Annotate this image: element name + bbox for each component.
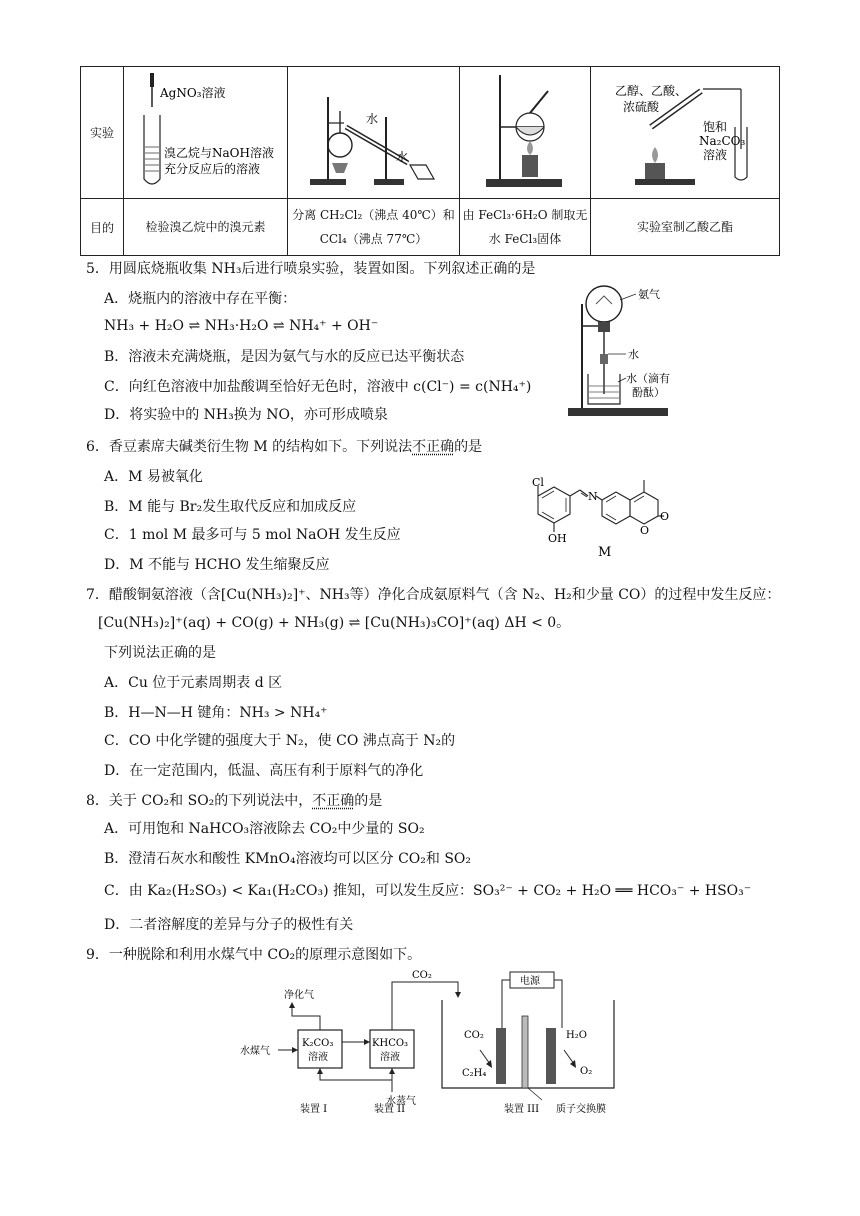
q8-stem (86, 790, 382, 810)
purpose-1: 检验溴乙烷中的溴元素 (124, 199, 288, 256)
chlorine-label: Cl (532, 476, 544, 489)
membrane-label: 质子交换膜 (556, 1104, 606, 1115)
q7-sub-stem: 下列说法正确的是 (104, 645, 216, 661)
q5-option-b: B．溶液未充满烧瓶，是因为氨气与水的反应已达平衡状态 (104, 349, 465, 365)
box1-solution-label: 溶液 (308, 1052, 328, 1063)
row-label-experiment: 实验 (81, 67, 124, 199)
q5-equilibrium: NH₃ + H₂O ⇌ NH₃·H₂O ⇌ NH₄⁺ + OH⁻ (104, 318, 379, 334)
h2o-label: H₂O (566, 1030, 587, 1041)
q8-option-d: D．二者溶解度的差异与分子的极性有关 (104, 917, 354, 933)
water-in-label: 水 (366, 112, 379, 126)
water-out-label: 水 (396, 150, 409, 164)
acid-label: 浓硫酸 (623, 100, 660, 114)
q6-option-c: C．1 mol M 最多可与 5 mol NaOH 发生反应 (104, 527, 401, 543)
q7-stem: 7．醋酸铜氨溶液（含[Cu(NH₃)₂]⁺、NH₃等）净化合成氨原料气（含 N₂、H₂和少量 CO）的过程中发生反应： (86, 587, 781, 603)
ring-oxygen-label: O (640, 524, 650, 537)
hydroxyl-label: OH (548, 532, 567, 545)
apparatus-cell-2 (288, 67, 460, 199)
q8-option-b: B．澄清石灰水和酸性 KMnO₄溶液均可以区分 CO₂和 SO₂ (104, 851, 472, 867)
dropper-test-tube-figure (124, 67, 287, 195)
q7-option-d: D．在一定范围内，低温、高压有利于原料气的净化 (104, 763, 424, 779)
molecule-m-structure (516, 476, 670, 560)
q6-stem-pre: 6．香豆素席夫碱类衍生物 M 的结构如下。下列说法 (86, 439, 413, 455)
q7-option-c: C．CO 中化学键的强度大于 N₂，使 CO 沸点高于 N₂的 (104, 733, 456, 749)
row-label-purpose: 目的 (81, 199, 124, 256)
box2-solution-label: 溶液 (380, 1052, 400, 1063)
o2-label: O₂ (580, 1066, 593, 1077)
water-label: 水 (628, 348, 639, 361)
q5-option-d: D．将实验中的 NH₃换为 NO，亦可形成喷泉 (104, 407, 388, 423)
saturated-label: 饱和 (703, 120, 728, 134)
c2h4-label: C₂H₄ (462, 1068, 487, 1079)
q8-option-a: A．可用饱和 NaHCO₃溶液除去 CO₂中少量的 SO₂ (104, 821, 425, 837)
apparatus-cell-4 (591, 67, 780, 199)
solution-note-1: 溴乙烷与NaOH溶液 (164, 146, 274, 160)
apparatus-cell-3 (460, 67, 591, 199)
solution-label: 溶液 (703, 148, 728, 162)
q5-option-a: A．烧瓶内的溶液中存在平衡： (104, 291, 297, 307)
clean-gas-label: 净化气 (284, 990, 314, 1001)
steam-label: 水蒸气 (386, 1096, 416, 1107)
co2-flow-label: CO₂ (412, 970, 432, 981)
solution-note-2: 充分反应后的溶液 (164, 162, 261, 176)
co2-removal-diagram (236, 968, 626, 1118)
q7-equation: [Cu(NH₃)₂]⁺(aq) + CO(g) + NH₃(g) ⇌ [Cu(NH₃)₃CO]⁺(aq) ΔH < 0。 (98, 615, 571, 631)
fountain-apparatus-figure (560, 274, 690, 422)
q6-stem-emphasis: 不正确 (412, 439, 455, 455)
q7-option-b: B．H—N—H 键角：NH₃ > NH₄⁺ (104, 705, 328, 721)
q9-stem: 9．一种脱除和利用水煤气中 CO₂的原理示意图如下。 (86, 947, 422, 963)
q6-option-b: B．M 能与 Br₂发生取代反应和加成反应 (104, 499, 357, 515)
purpose-2: 分离 CH₂Cl₂（沸点 40℃）和 CCl₄（沸点 77℃） (288, 199, 460, 256)
q5-stem: 5．用圆底烧瓶收集 NH₃后进行喷泉实验，装置如图。下列叙述正确的是 (86, 261, 536, 277)
molecule-name: M (598, 545, 612, 560)
beaker-label-1: 水（滴有 (626, 372, 670, 385)
experiment-table (80, 66, 780, 256)
carbonyl-oxygen-label: O (660, 510, 670, 523)
q6-stem-post: 的是 (454, 439, 483, 455)
nitrogen-label: N (588, 490, 598, 503)
q8-stem-pre: 8．关于 CO₂和 SO₂的下列说法中， (86, 793, 313, 809)
beaker-label-2: 酚酞） (632, 386, 665, 399)
na2co3-label: Na₂CO₃ (699, 134, 746, 148)
water-gas-label: 水煤气 (240, 1046, 270, 1057)
distillation-figure (288, 67, 459, 195)
power-source-label: 电源 (520, 976, 540, 987)
reagent-label: AgNO₃溶液 (160, 86, 226, 100)
q8-stem-emphasis: 不正确 (312, 793, 355, 809)
q8-option-c: C．由 Ka₂(H₂SO₃) < Ka₁(H₂CO₃) 推知，可以发生反应：SO₃²⁻ + CO₂ + H₂O ══ HCO₃⁻ + HSO₃⁻ (104, 883, 752, 899)
cathode-co2-label: CO₂ (464, 1030, 484, 1041)
q6-stem (86, 436, 482, 456)
khco3-label: KHCO₃ (372, 1038, 409, 1049)
q6-option-a: A．M 易被氧化 (104, 469, 203, 485)
evaporation-figure (460, 67, 590, 195)
device-2-label: 装置 II (374, 1104, 406, 1115)
purpose-3: 由 FeCl₃·6H₂O 制取无水 FeCl₃固体 (460, 199, 591, 256)
q8-stem-post: 的是 (354, 793, 383, 809)
k2co3-label: K₂CO₃ (302, 1038, 334, 1049)
device-1-label: 装置 I (300, 1104, 328, 1115)
device-3-label: 装置 III (504, 1104, 540, 1115)
q6-option-d: D．M 不能与 HCHO 发生缩聚反应 (104, 557, 330, 573)
q7-option-a: A．Cu 位于元素周期表 d 区 (104, 675, 283, 691)
purpose-4: 实验室制乙酸乙酯 (591, 199, 780, 256)
ammonia-label: 氨气 (638, 288, 660, 301)
reactants-label: 乙醇、乙酸、 (615, 84, 688, 98)
esterification-figure (591, 67, 779, 195)
q5-option-c: C．向红色溶液中加盐酸调至恰好无色时，溶液中 c(Cl⁻) = c(NH₄⁺) (104, 379, 532, 395)
apparatus-cell-1 (124, 67, 288, 199)
